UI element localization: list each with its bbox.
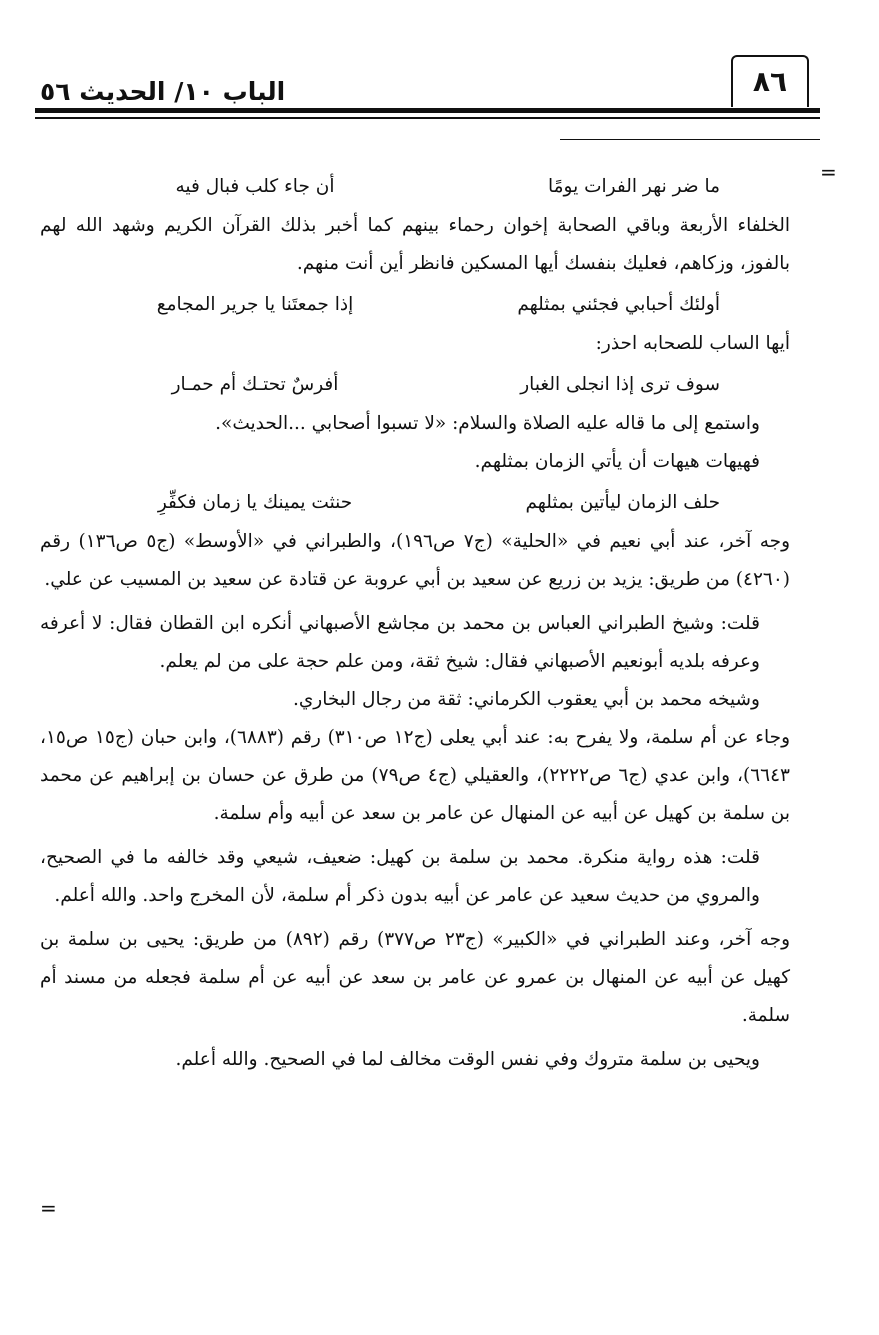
verse-second-hemistich: أن جاء كلب فبال فيه — [175, 175, 335, 197]
verse-first-hemistich: ما ضر نهر الفرات يومًا — [547, 175, 720, 197]
body-paragraph: الخلفاء الأربعة وباقي الصحابة إخوان رحماء بينهم كما أخبر بذلك القرآن الكريم وشهد الله لهم بالفوز، وزكاهم، فعليك بنفسك أيها المسكين فانظر أين أنت منهم. — [40, 215, 790, 274]
verse-line — [40, 481, 790, 523]
body-paragraph: قلت: هذه رواية منكرة. محمد بن سلمة بن كهيل: ضعيف، شيعي وقد خالفه ما في الصحيح، والمروي من حديث سعيد عن عامر عن أبيه بدون ذكر أم سلمة، لأن المخرج واحد. والله أعلم. — [40, 847, 760, 906]
body-paragraph: وشيخه محمد بن أبي يعقوب الكرماني: ثقة من رجال البخاري. — [292, 689, 760, 710]
body-paragraph: ويحيى بن سلمة متروك وفي نفس الوقت مخالف لما في الصحيح. والله أعلم. — [175, 1049, 760, 1070]
running-header-title: الباب ١٠/ الحديث ٥٦ — [40, 77, 286, 106]
margin-mark-top: = — [820, 160, 837, 184]
verse-first-hemistich: أولئك أحبابي فجئني بمثلهم — [517, 293, 720, 315]
page-body — [40, 165, 790, 1079]
body-paragraph: فهيهات هيهات أن يأتي الزمان بمثلهم. — [474, 451, 760, 472]
verse-line — [40, 165, 790, 207]
body-paragraph: وجه آخر، عند أبي نعيم في «الحلية» (ج٧ ص١٩٦)، والطبراني في «الأوسط» (ج٥ ص١٣٦) رقم (٤٢٦٠) من طريق: يزيد بن زريع عن سعيد بن أبي عروبة عن قتادة عن سعيد بن المسيب عن علي. — [40, 531, 791, 590]
body-paragraph: واستمع إلى ما قاله عليه الصلاة والسلام: «لا تسبوا أصحابي ...الحديث». — [215, 413, 760, 434]
page-number: ٨٦ — [731, 55, 809, 107]
verse-second-hemistich: أفرسٌ تحتـك أم حمـار — [171, 373, 339, 395]
header-rule-short — [560, 139, 820, 140]
header-rule-thin — [35, 117, 820, 119]
margin-mark-bottom: = — [40, 1196, 57, 1220]
verse-second-hemistich: إذا جمعتَنا يا جرير المجامع — [156, 293, 354, 315]
verse-second-hemistich: حنثت يمينك يا زمان فكفِّرِ — [157, 491, 353, 513]
verse-first-hemistich: حلف الزمان ليأتين بمثلهم — [525, 491, 720, 513]
body-paragraph: وجه آخر، وعند الطبراني في «الكبير» (ج٢٣ ص٣٧٧) رقم (٨٩٢) من طريق: يحيى بن سلمة بن كهيل عن أبيه عن المنهال بن عمرو عن عامر بن سعد عن أبيه عن أم سلمة فجعله من مسند أم سلمة. — [40, 929, 791, 1026]
body-paragraph: قلت: وشيخ الطبراني العباس بن محمد بن مجاشع الأصبهاني أنكره ابن القطان فقال: لا أعرفه وعرفه بلديه أبونعيم الأصبهاني فقال: شيخ ثقة، ومن علم حجة على من لم يعلم. — [40, 613, 760, 672]
verse-first-hemistich: سوف ترى إذا انجلى الغبار — [520, 373, 720, 395]
verse-line — [40, 363, 790, 405]
body-paragraph: أيها الساب للصحابه احذر: — [595, 333, 790, 354]
verse-line — [40, 283, 790, 325]
header-rule-thick — [35, 108, 820, 113]
body-paragraph: وجاء عن أم سلمة، ولا يفرح به: عند أبي يعلى (ج١٢ ص٣١٠) رقم (٦٨٨٣)، وابن حبان (ج١٥ ص١٥، ٦٦٤٣)، وابن عدي (ج٦ ص٢٢٢٢)، والعقيلي (ج٤ ص٧٩) من طرق عن حسان بن إبراهيم عن محمد بن سلمة بن كهيل عن أبيه عن المنهال عن عامر بن سعد عن أبيه وأم سلمة. — [40, 727, 791, 824]
